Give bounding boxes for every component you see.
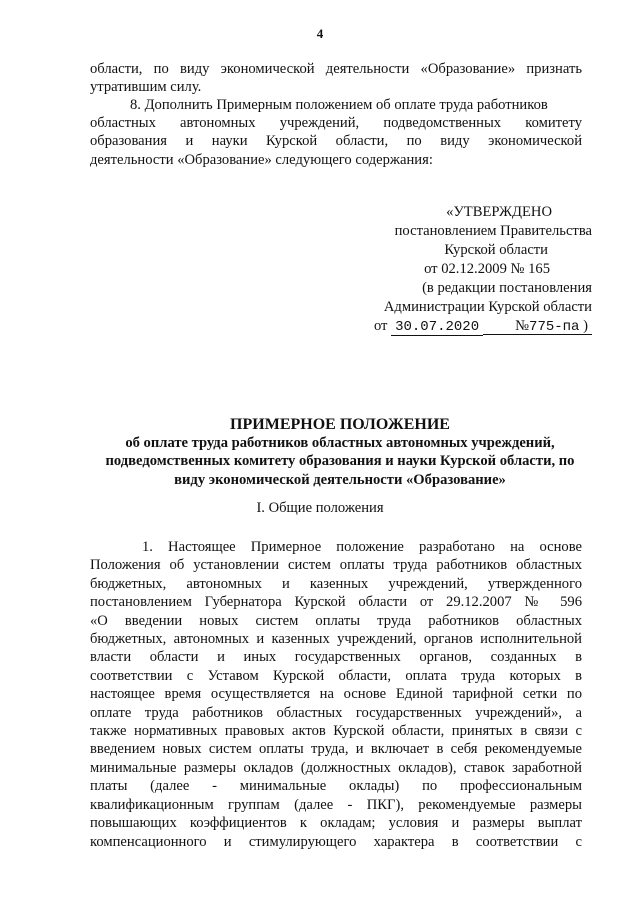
intro-line: области, по виду экономической деятельности «Образование» признать — [90, 61, 582, 77]
body-line: настоящее время осуществляется на основе Единой тарифной сетки по — [90, 686, 582, 703]
approval-line: постановлением Правительства — [394, 223, 592, 239]
approval-close: ) — [583, 318, 588, 334]
approval-blank — [483, 318, 511, 335]
title-line: виду экономической деятельности «Образование» — [174, 471, 506, 488]
body-line: 1. Настоящее Примерное положение разработано на основе — [142, 539, 582, 555]
body-line: Положения об установлении систем оплаты труда работников областных — [90, 557, 582, 574]
intro-paragraph — [90, 60, 582, 96]
body-line: бюджетных, автономных и казенных учреждений, органов исполнительной — [90, 631, 582, 648]
body-line: повышающих коэффициентов к окладам; условия и размеры выплат — [90, 815, 582, 832]
approval-from-label: от — [373, 318, 388, 334]
body-line: компенсационного и стимулирующего характера в соответствии с — [90, 833, 582, 850]
item-8-line: областных автономных учреждений, подведомственных комитету — [90, 115, 582, 132]
body-line: власти области и иных государственных органов, созданных в — [90, 649, 582, 666]
approval-line: «УТВЕРЖДЕНО — [446, 204, 552, 220]
body-line: также нормативных правовых актов Курской области, принятых в связи с — [90, 723, 582, 740]
page-number: 4 — [316, 26, 324, 41]
item-8-line: деятельности «Образование» следующего содержания: — [90, 151, 433, 168]
approval-stamp — [360, 203, 592, 337]
approval-line: (в редакции постановления — [422, 280, 592, 296]
title-heading: ПРИМЕРНОЕ ПОЛОЖЕНИЕ — [230, 416, 450, 433]
title-line: подведомственных комитету образования и науки Курской области, по — [105, 453, 575, 470]
approval-line: Курской области — [444, 242, 548, 258]
body-line: постановлением Губернатора Курской области от 29.12.2007 № 596 — [90, 594, 582, 611]
body-line: минимальные размеры окладов (должностных окладов), ставок заработной — [90, 759, 582, 776]
title-line: об оплате труда работников областных автономных учреждений, — [125, 435, 555, 452]
item-8-line: образования и науки Курской области, по виду экономической — [90, 133, 582, 150]
item-8-paragraph — [90, 96, 582, 169]
item-8-line: 8. Дополнить Примерным положением об оплате труда работников — [130, 97, 548, 113]
approval-line: от 02.12.2009 № 165 — [424, 261, 550, 277]
approval-line: Администрации Курской области — [383, 299, 592, 315]
document-title — [70, 416, 610, 489]
approval-no-sign: № — [515, 318, 530, 334]
body-line: «О введении новых систем оплаты труда работников областных — [90, 612, 582, 629]
body-line: введением новых систем оплаты труда, и включает в себя рекомендуемые — [90, 741, 582, 758]
section-title: I. Общие положения — [256, 500, 384, 516]
body-line: платы (далее - минимальные оклады) по профессиональным — [90, 778, 582, 795]
body-line: соответствии с Уставом Курской области, оплата труда которых в — [90, 667, 582, 684]
body-line: бюджетных, автономных и казенных учреждений, утвержденного — [90, 575, 582, 592]
intro-line: утратившим силу. — [90, 79, 202, 96]
approval-date: 30.07.2020 — [391, 319, 483, 336]
approval-date-line — [360, 317, 592, 337]
approval-number: 775-па — [529, 319, 580, 335]
approval-number-field — [511, 318, 592, 335]
body-line: квалификационным группам (далее - ПКГ), рекомендуемые размеры — [90, 796, 582, 813]
body-paragraph — [90, 538, 582, 851]
body-line: оплате труда работников областных государственных учреждений», а — [90, 704, 582, 721]
